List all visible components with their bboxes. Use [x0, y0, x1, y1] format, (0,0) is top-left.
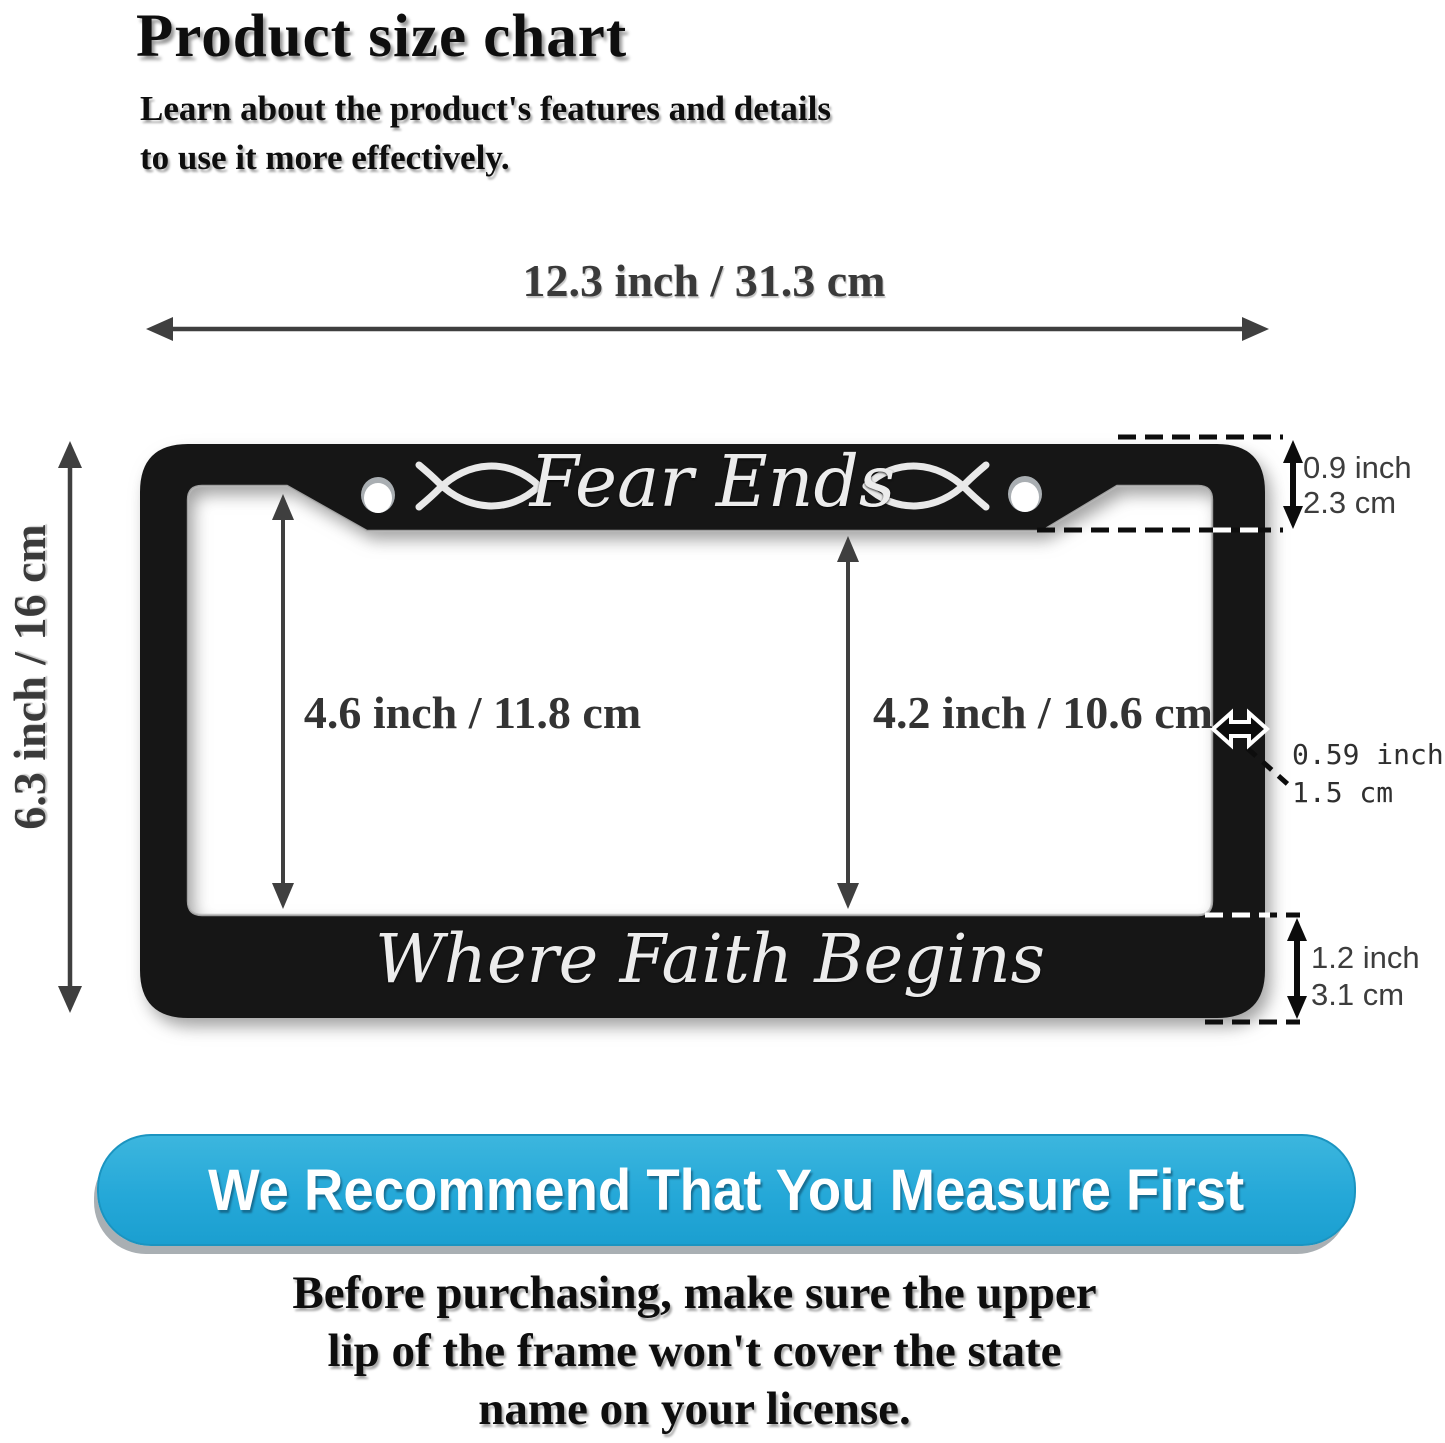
page-title: Product size chart: [136, 3, 628, 70]
inner-height-right-label: 4.2 inch / 10.6 cm: [873, 687, 1213, 738]
frame-top-engraving: Fear Ends: [529, 440, 896, 523]
inner-height-left-label: 4.6 inch / 11.8 cm: [303, 687, 642, 738]
width-dimension-arrow: [146, 317, 1269, 341]
side-rail-dimension-label: [1292, 736, 1444, 812]
page-subtitle: [140, 84, 831, 182]
side-rail-inch: 0.59 inch: [1292, 738, 1444, 771]
recommendation-banner-text: We Recommend That You Measure First: [208, 1157, 1245, 1223]
footer-note-line3: name on your license.: [478, 1383, 911, 1435]
recommendation-banner: [97, 1134, 1356, 1246]
bottom-bar-dimension-label: [1311, 939, 1420, 1013]
top-bar-cm: 2.3 cm: [1303, 485, 1397, 520]
overall-width-label: 12.3 inch / 31.3 cm: [522, 255, 886, 306]
top-bar-inch: 0.9 inch: [1303, 450, 1412, 485]
screw-hole-right: [1008, 476, 1042, 512]
footer-note: [72, 1264, 1317, 1438]
height-dimension-arrow: [58, 441, 82, 1013]
side-rail-cm: 1.5 cm: [1292, 776, 1394, 809]
footer-note-line2: lip of the frame won't cover the state: [327, 1325, 1062, 1377]
screw-hole-left: [361, 477, 395, 513]
bottom-bar-inch: 1.2 inch: [1311, 940, 1420, 975]
page-subtitle-line2: to use it more effectively.: [140, 138, 510, 177]
overall-height-label: 6.3 inch / 16 cm: [4, 524, 55, 830]
frame-bottom-engraving: Where Faith Begins: [374, 920, 1046, 998]
bottom-bar-dimension-arrow: [1287, 918, 1307, 1019]
bottom-bar-cm: 3.1 cm: [1311, 977, 1405, 1012]
footer-note-line1: Before purchasing, make sure the upper: [292, 1267, 1097, 1319]
page-subtitle-line1: Learn about the product's features and details: [140, 89, 831, 128]
top-bar-dimension-label: [1303, 450, 1412, 520]
top-bar-dimension-arrow: [1283, 440, 1303, 529]
